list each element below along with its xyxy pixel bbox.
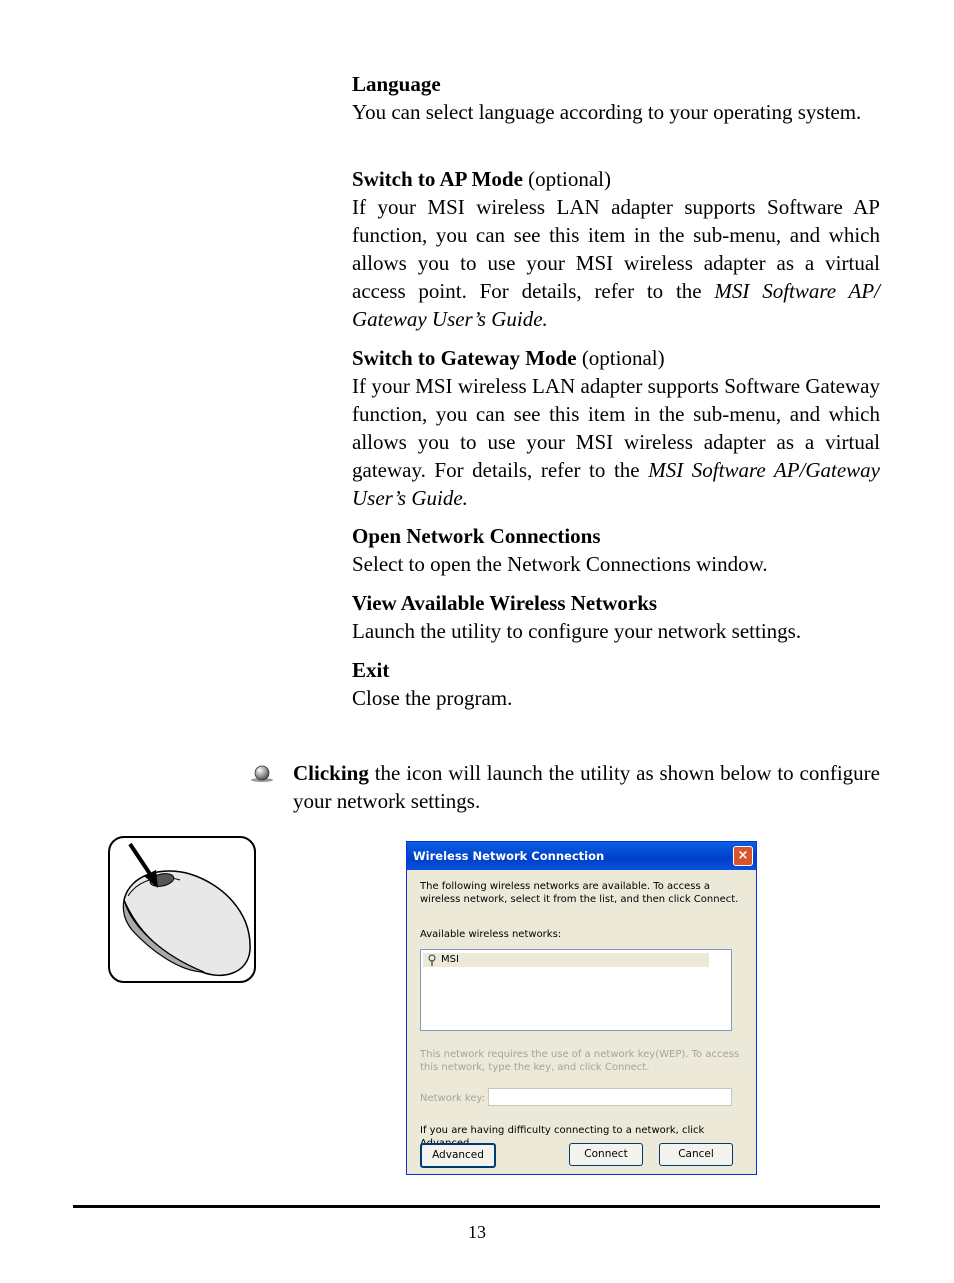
dialog-intro-text: The following wireless networks are available. To access a wireless network, select it from the list, and then click Connect.: [420, 881, 739, 905]
section-body: If your MSI wireless LAN adapter supports Software Gateway function, you can see this item in the sub-menu, and which allows you to use your MSI wireless adapter as a virtual gateway. For details, refer to the MSI Software AP/Gateway User’s Guide.: [352, 374, 881, 510]
mouse-illustration: [108, 836, 256, 983]
wireless-network-icon: [427, 954, 437, 966]
section-heading: Switch to AP Mode (optional): [352, 167, 611, 191]
section-body: You can select language according to your operating system.: [352, 100, 862, 124]
section-view-wireless-networks: [352, 589, 880, 645]
section-heading: Open Network Connections: [352, 524, 601, 548]
section-body: Close the program.: [352, 686, 513, 710]
dialog-title-bar[interactable]: [407, 842, 756, 870]
section-heading: Switch to Gateway Mode (optional): [352, 346, 665, 370]
list-item[interactable]: [423, 953, 709, 967]
section-exit: [352, 656, 880, 712]
network-key-note: This network requires the use of a network key(WEP). To access this network, type the key, and click Connect.: [420, 1049, 740, 1073]
footer-rule: [73, 1205, 880, 1208]
connect-button[interactable]: Connect: [569, 1143, 643, 1166]
section-body: Launch the utility to configure your network settings.: [352, 619, 802, 643]
network-key-label: Network key:: [420, 1093, 486, 1104]
network-name: MSI: [441, 954, 459, 965]
cancel-button[interactable]: Cancel: [659, 1143, 733, 1166]
close-button[interactable]: ×: [733, 846, 753, 866]
section-open-network-connections: [352, 522, 880, 578]
dialog-title: Wireless Network Connection: [413, 849, 605, 863]
page-number: 13: [468, 1222, 486, 1242]
network-list[interactable]: [420, 949, 732, 1031]
section-body: If your MSI wireless LAN adapter supports Software AP function, you can see this item in the sub-menu, and which allows you to use your MSI wireless adapter as a virtual access point. For details, refer to the MSI Software AP/ Gateway User’s Guide.: [352, 195, 880, 331]
section-switch-gateway-mode: [352, 344, 880, 512]
advanced-button[interactable]: Advanced: [420, 1143, 496, 1168]
bullet-instruction: Clicking the icon will launch the utility as shown below to configure your network settings.: [293, 761, 880, 813]
mouse-click-icon: [110, 838, 254, 981]
section-body: Select to open the Network Connections window.: [352, 552, 768, 576]
network-key-input[interactable]: [488, 1088, 732, 1106]
wireless-network-dialog: [406, 841, 757, 1175]
section-heading: Language: [352, 72, 441, 96]
available-networks-label: Available wireless networks:: [420, 929, 562, 940]
section-heading: Exit: [352, 658, 390, 682]
bullet-sphere-icon: [250, 764, 274, 782]
section-language: [352, 70, 880, 126]
help-text: If you are having difficulty connecting to a network, click: [420, 1125, 705, 1136]
section-heading: View Available Wireless Networks: [352, 591, 658, 615]
section-switch-ap-mode: [352, 165, 880, 333]
